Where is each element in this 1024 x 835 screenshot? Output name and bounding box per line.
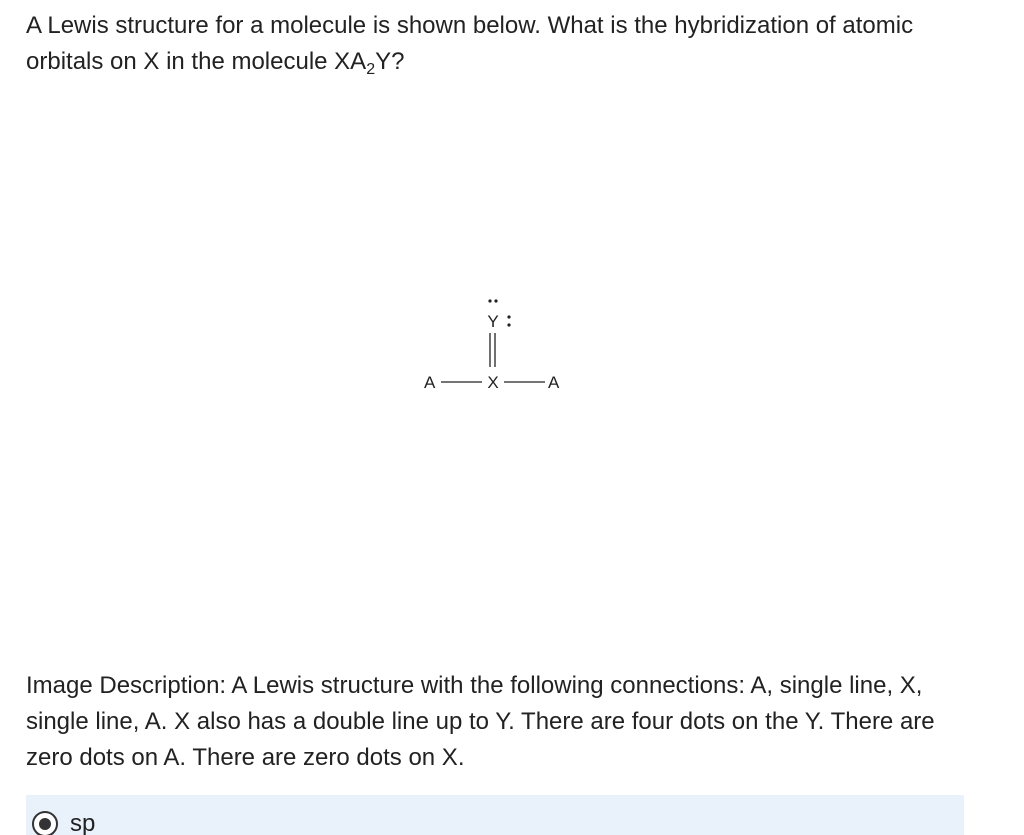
answer-option-sp[interactable] [26,795,964,835]
question-text-part1: A Lewis structure for a molecule is shown below. What is the hybridization of atomic orbitals on X in the molecule XA [26,12,914,75]
lone-pair-dot [488,299,491,302]
lone-pair-dot [494,299,497,302]
atom-left-a: A [424,373,436,392]
radio-button[interactable] [32,811,58,835]
question-text-part2: Y? [375,48,405,75]
lone-pair-dot [507,315,510,318]
lewis-structure [410,286,580,406]
question-text [26,8,986,80]
lone-pair-dot [507,323,510,326]
atom-top-y: Y [487,312,499,331]
image-description: Image Description: A Lewis structure with the following connections: A, single line, X, single line, A. X also has a double line up to Y. There are four dots on the Y. There are zero dots on A. There are zero dots on X. [26,672,935,771]
radio-selected-dot [39,818,51,830]
atom-center-x: X [487,373,499,392]
lewis-structure-drawing [410,286,580,406]
atom-right-a: A [548,373,560,392]
question-subscript: 2 [366,61,376,78]
answer-option-label: sp [70,810,96,835]
